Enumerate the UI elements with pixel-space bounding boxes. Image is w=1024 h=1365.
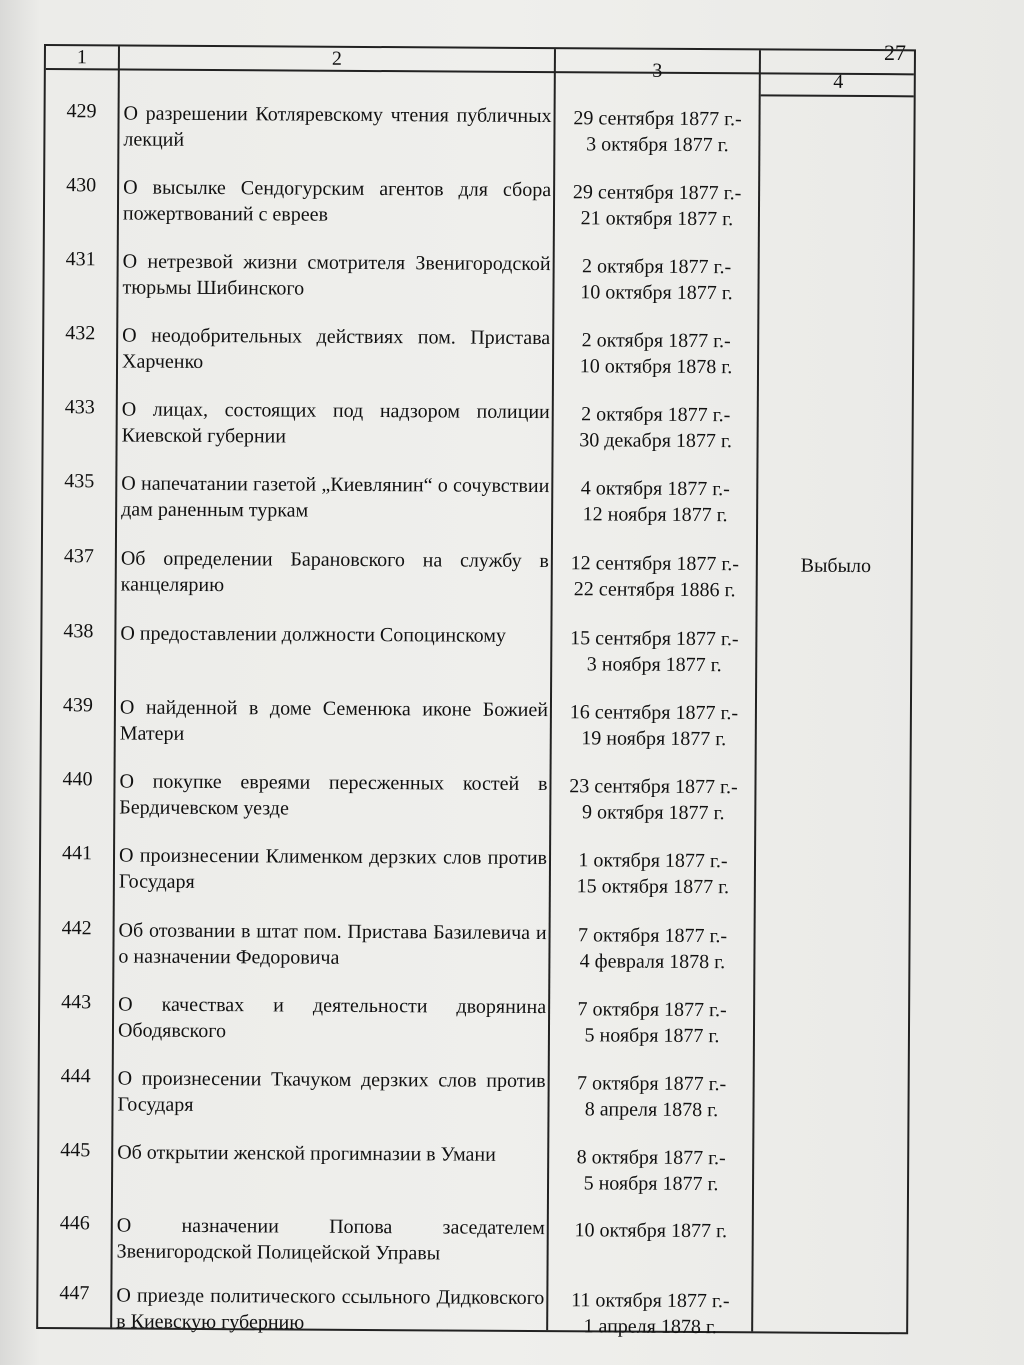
row-title: Об определении Барановского на службу в канцелярию [120, 547, 549, 597]
row-dates [557, 105, 757, 158]
date-end: 10 октября 1877 г. [580, 281, 733, 305]
table-row [43, 537, 913, 612]
row-title: О лицах, состоящих под надзором полиции Киевской губернии [121, 398, 550, 448]
table-row [41, 834, 911, 909]
date-end: 4 февраля 1878 г. [579, 950, 726, 974]
row-number: 445 [60, 1139, 91, 1162]
row-title: О произнесении Клименком дерзких слов против Государя [118, 844, 548, 893]
archive-table [36, 44, 916, 1339]
date-end: 8 апреля 1878 г. [584, 1098, 719, 1122]
row-title: О предоставлении должности Сопоцинскому [120, 622, 507, 647]
row-dates [550, 1287, 750, 1340]
date-start: 16 сентября 1877 г.- [569, 701, 739, 725]
date-start: 2 октября 1877 г.- [581, 329, 731, 353]
row-dates [551, 1144, 751, 1197]
row-number: 435 [64, 470, 95, 493]
row-dates [554, 699, 754, 752]
date-start: 12 сентября 1877 г.- [570, 552, 740, 576]
date-start: 29 сентября 1877 г.- [572, 181, 742, 205]
date-end: 21 октября 1877 г. [580, 207, 734, 231]
table-row [41, 760, 911, 835]
row-title: О неодобрительных действиях пом. Пристава Харченко [121, 324, 551, 373]
row-number: 440 [62, 768, 93, 791]
table-row [43, 462, 913, 537]
date-start: 2 октября 1877 г.- [581, 403, 731, 427]
row-dates [553, 773, 753, 826]
date-start: 8 октября 1877 г.- [576, 1146, 726, 1170]
row-number: 430 [66, 174, 97, 197]
row-number: 446 [59, 1212, 90, 1235]
table-row [42, 686, 912, 761]
row-number: 437 [63, 545, 94, 568]
date-start: 1 октября 1877 г.- [578, 849, 728, 873]
row-title: О разрешении Котляревскому чтения публичных лекций [123, 102, 552, 151]
row-dates [555, 550, 755, 603]
date-start: 4 октября 1877 г.- [580, 477, 730, 501]
row-title: О напечатании газетой „Киевлянин“ о сочувствии дам раненным туркам [121, 472, 550, 522]
table-row [39, 1131, 909, 1206]
table-row [43, 388, 913, 463]
row-title: О качествах и деятельности дворянина Ободявского [117, 993, 547, 1043]
header-col-4: 4 [833, 70, 844, 93]
row-number: 441 [61, 842, 93, 865]
date-start: 7 октября 1877 г.- [577, 998, 727, 1022]
date-end: 9 октября 1877 г. [582, 801, 725, 825]
date-end: 30 декабря 1877 г. [579, 429, 732, 453]
date-end: 15 октября 1877 г. [576, 875, 730, 899]
row-dates [556, 327, 756, 380]
row-number: 443 [61, 991, 92, 1014]
table-row [38, 1204, 908, 1279]
row-number: 432 [65, 322, 96, 345]
row-dates [552, 922, 752, 975]
row-dates [556, 253, 756, 306]
row-number: 431 [65, 248, 96, 271]
row-title: Об отозвании в штат пом. Пристава Базилевича и о назначении Федоровича [118, 919, 547, 969]
header-col-3: 3 [652, 59, 663, 82]
date-end: 10 октября 1878 г. [579, 355, 733, 379]
date-end: 19 ноября 1877 г. [581, 727, 727, 751]
date-end: 5 ноября 1877 г. [584, 1024, 720, 1048]
date-start: 7 октября 1877 г.- [577, 1072, 727, 1096]
header-col-1: 1 [76, 46, 87, 69]
date-start: 7 октября 1877 г.- [577, 924, 728, 948]
table-row [40, 909, 910, 984]
table-row [44, 314, 914, 389]
row-title: О приезде политического ссыльного Дидковского в Киевскую губернию [116, 1284, 545, 1334]
status-note: Выбыло [800, 554, 872, 578]
row-title: О высылке Сендогурским агентов для сбора пожертвований с евреев [122, 176, 552, 226]
table-row [45, 166, 915, 241]
header-col-2: 2 [331, 47, 342, 70]
date-end: 22 сентября 1886 г. [573, 578, 736, 602]
row-dates [556, 401, 756, 454]
date-end: 1 апреля 1878 г. [583, 1315, 717, 1339]
row-number: 439 [62, 694, 94, 717]
row-title: О произнесении Ткачуком дерзких слов против Государя [117, 1067, 546, 1116]
date-end: 5 ноября 1877 г. [583, 1172, 719, 1196]
row-dates [551, 1070, 751, 1123]
table-row [45, 92, 915, 167]
table-row [44, 240, 914, 315]
row-number: 442 [61, 917, 92, 940]
date-end: 3 ноября 1877 г. [586, 653, 722, 677]
row-number: 444 [60, 1065, 91, 1088]
table-row [39, 1057, 909, 1132]
row-title: О покупке евреями пересженных костей в Бердичевском уезде [119, 770, 548, 820]
row-dates [554, 625, 754, 678]
row-title: О назначении Попова заседателем Звенигородской Полицейской Управы [116, 1214, 545, 1265]
table-row [42, 612, 912, 687]
row-dates [553, 847, 753, 900]
date-end: 12 ноября 1877 г. [582, 503, 728, 527]
row-number: 447 [59, 1282, 90, 1305]
row-dates [551, 1217, 751, 1244]
row-title: О найденной в доме Семенюка иконе Божией Матери [119, 696, 549, 745]
row-number: 433 [64, 396, 95, 419]
row-dates [555, 475, 755, 528]
date-end: 3 октября 1877 г. [586, 133, 729, 157]
date-start: 15 сентября 1877 г.- [570, 627, 739, 651]
date-start: 23 сентября 1877 г.- [569, 775, 738, 799]
row-title: Об открытии женской прогимназии в Умани [117, 1141, 496, 1166]
date-start: 29 сентября 1877 г.- [573, 107, 742, 131]
row-dates [552, 996, 752, 1049]
row-number: 438 [63, 620, 94, 643]
page-number: 27 [884, 40, 906, 65]
row-dates [557, 179, 757, 232]
date-start: 10 октября 1877 г. [574, 1219, 728, 1243]
table-row [40, 983, 910, 1058]
row-title: О нетрезвой жизни смотрителя Звенигородской тюрьмы Шибинского [122, 250, 551, 300]
table-row [38, 1274, 908, 1349]
row-number: 429 [66, 100, 97, 123]
date-start: 2 октября 1877 г.- [582, 255, 732, 279]
date-start: 11 октября 1877 г.- [571, 1289, 730, 1313]
